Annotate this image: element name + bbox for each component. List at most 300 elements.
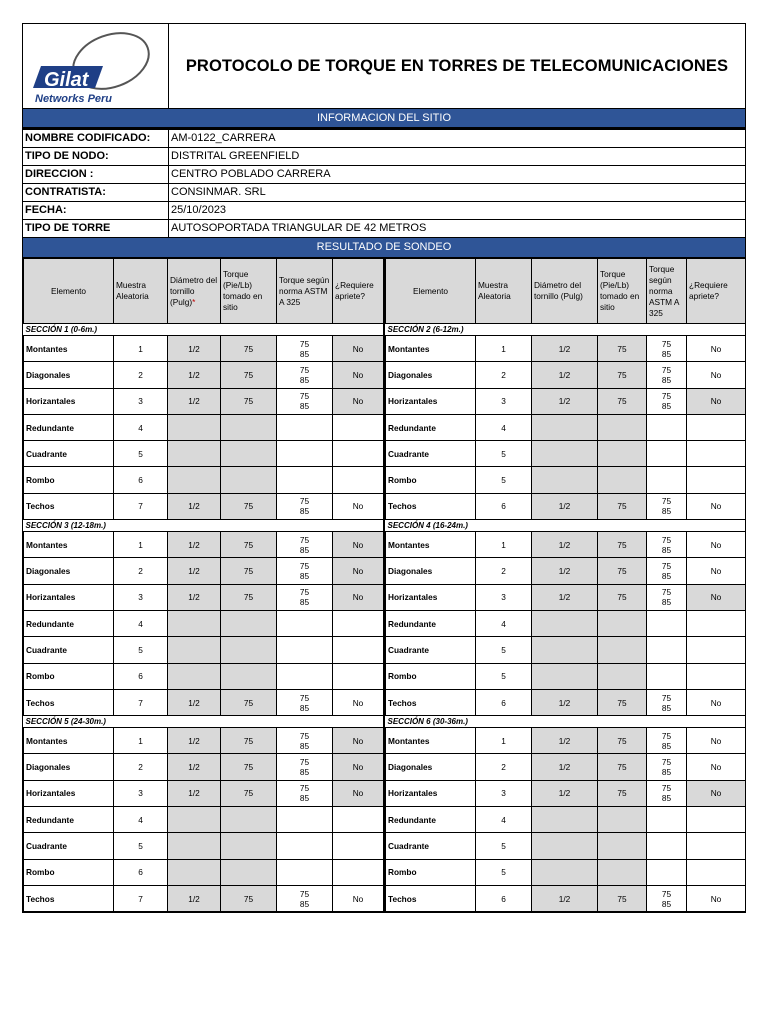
info-label: TIPO DE TORRE	[23, 220, 169, 237]
sample-cell: 4	[114, 610, 168, 636]
torque-site-cell	[221, 859, 277, 885]
col-diametro: Diámetro del tornillo (Pulg)	[532, 259, 598, 324]
torque-site-cell: 75	[598, 584, 647, 610]
requires-tightening-cell	[687, 467, 746, 493]
element-cell: Montantes	[386, 532, 476, 558]
torque-norm-cell	[277, 859, 333, 885]
element-cell: Diagonales	[386, 362, 476, 388]
torque-site-cell: 75	[598, 689, 647, 715]
info-row	[23, 184, 745, 202]
col-muestra: Muestra Aleatoria	[114, 259, 168, 324]
table-row	[24, 663, 384, 689]
element-cell: Cuadrante	[386, 637, 476, 663]
torque-norm-cell: 75 85	[277, 493, 333, 519]
torque-site-cell	[221, 833, 277, 859]
col-diametro: Diámetro del tornillo (Pulg)*	[168, 259, 221, 324]
torque-norm-cell	[277, 807, 333, 833]
torque-norm-cell: 75 85	[277, 689, 333, 715]
diameter-cell: 1/2	[532, 885, 598, 911]
sample-cell: 2	[476, 754, 532, 780]
table-row	[386, 728, 746, 754]
table-header-row	[24, 259, 384, 324]
sample-cell: 6	[114, 859, 168, 885]
diameter-cell: 1/2	[532, 584, 598, 610]
table-row	[386, 689, 746, 715]
torque-norm-cell	[647, 637, 687, 663]
element-cell: Montantes	[386, 336, 476, 362]
element-cell: Cuadrante	[386, 833, 476, 859]
col-requiere: ¿Requiere apriete?	[687, 259, 746, 324]
sample-cell: 2	[476, 558, 532, 584]
table-row	[24, 388, 384, 414]
table-row	[386, 558, 746, 584]
svg-text:Gilat: Gilat	[44, 69, 89, 91]
element-cell: Techos	[24, 493, 114, 519]
diameter-cell: 1/2	[168, 388, 221, 414]
element-cell: Horizantales	[386, 584, 476, 610]
diameter-cell	[168, 833, 221, 859]
requires-tightening-cell	[333, 663, 384, 689]
sample-cell: 2	[114, 558, 168, 584]
element-cell: Techos	[24, 689, 114, 715]
sample-cell: 5	[476, 833, 532, 859]
torque-site-cell	[598, 441, 647, 467]
element-cell: Montantes	[24, 532, 114, 558]
torque-site-cell	[598, 663, 647, 689]
element-cell: Diagonales	[24, 362, 114, 388]
requires-tightening-cell	[687, 610, 746, 636]
torque-site-cell	[598, 467, 647, 493]
table-row	[386, 493, 746, 519]
gilat-logo-icon	[23, 24, 168, 108]
torque-norm-cell	[647, 441, 687, 467]
table-row	[386, 754, 746, 780]
table-row	[386, 414, 746, 440]
requires-tightening-cell	[687, 859, 746, 885]
torque-norm-cell	[277, 663, 333, 689]
torque-norm-cell: 75 85	[647, 584, 687, 610]
torque-site-cell: 75	[221, 689, 277, 715]
diameter-cell: 1/2	[168, 336, 221, 362]
torque-protocol-sheet	[22, 23, 746, 913]
diameter-cell	[168, 637, 221, 663]
torque-site-cell: 75	[598, 493, 647, 519]
torque-norm-cell: 75 85	[647, 493, 687, 519]
torque-site-cell	[598, 414, 647, 440]
element-cell: Rombo	[386, 467, 476, 493]
sample-cell: 6	[476, 689, 532, 715]
element-cell: Diagonales	[24, 558, 114, 584]
torque-site-cell	[221, 663, 277, 689]
requires-tightening-cell: No	[333, 493, 384, 519]
requires-tightening-cell	[333, 637, 384, 663]
table-row	[24, 467, 384, 493]
diameter-cell: 1/2	[532, 558, 598, 584]
sample-cell: 5	[114, 637, 168, 663]
table-row	[24, 807, 384, 833]
table-row	[386, 807, 746, 833]
col-torque-norma: Torque según norma ASTM A 325	[277, 259, 333, 324]
torque-site-cell: 75	[221, 362, 277, 388]
diameter-cell: 1/2	[168, 362, 221, 388]
table-row	[386, 885, 746, 911]
requires-tightening-cell: No	[333, 362, 384, 388]
torque-norm-cell	[277, 637, 333, 663]
torque-site-cell: 75	[221, 493, 277, 519]
torque-norm-cell: 75 85	[647, 885, 687, 911]
sample-cell: 1	[114, 532, 168, 558]
table-row	[24, 414, 384, 440]
torque-norm-cell	[277, 833, 333, 859]
torque-site-cell: 75	[221, 558, 277, 584]
section-row	[24, 324, 384, 336]
diameter-cell	[532, 467, 598, 493]
diameter-cell: 1/2	[532, 388, 598, 414]
section-title: SECCIÓN 2 (6-12m.)	[386, 324, 746, 336]
info-row	[23, 148, 745, 166]
torque-site-cell: 75	[221, 780, 277, 806]
torque-norm-cell: 75 85	[277, 362, 333, 388]
torque-norm-cell: 75 85	[277, 558, 333, 584]
table-row	[24, 584, 384, 610]
section-title: SECCIÓN 6 (30-36m.)	[386, 716, 746, 728]
section-row	[24, 520, 384, 532]
torque-site-cell	[598, 807, 647, 833]
sample-cell: 5	[476, 637, 532, 663]
element-cell: Rombo	[386, 859, 476, 885]
sample-cell: 5	[476, 663, 532, 689]
diameter-cell: 1/2	[532, 336, 598, 362]
info-value: DISTRITAL GREENFIELD	[171, 150, 300, 162]
requires-tightening-cell: No	[687, 336, 746, 362]
table-row	[24, 833, 384, 859]
info-value: CENTRO POBLADO CARRERA	[171, 168, 331, 180]
site-info-table	[22, 128, 746, 238]
diameter-cell	[532, 663, 598, 689]
info-row	[23, 220, 745, 238]
torque-norm-cell	[277, 610, 333, 636]
element-cell: Redundante	[386, 610, 476, 636]
requires-tightening-cell: No	[687, 780, 746, 806]
sample-cell: 7	[114, 689, 168, 715]
table-row	[386, 780, 746, 806]
gilat-logo	[23, 24, 169, 108]
diameter-cell: 1/2	[532, 532, 598, 558]
sample-cell: 1	[476, 532, 532, 558]
sample-cell: 1	[476, 336, 532, 362]
torque-norm-cell	[647, 663, 687, 689]
torque-site-cell: 75	[598, 336, 647, 362]
requires-tightening-cell	[333, 859, 384, 885]
sample-cell: 2	[476, 362, 532, 388]
col-elemento: Elemento	[386, 259, 476, 324]
diameter-cell	[532, 833, 598, 859]
diameter-cell	[532, 610, 598, 636]
requires-tightening-cell: No	[687, 388, 746, 414]
info-label: NOMBRE CODIFICADO:	[23, 130, 169, 147]
table-row	[386, 362, 746, 388]
info-value: AUTOSOPORTADA TRIANGULAR DE 42 METROS	[171, 222, 427, 234]
requires-tightening-cell	[333, 610, 384, 636]
info-row	[23, 128, 745, 148]
table-row	[386, 637, 746, 663]
requires-tightening-cell	[333, 807, 384, 833]
element-cell: Diagonales	[386, 558, 476, 584]
col-torque-sitio: Torque (Pie/Lb) tomado en sitio	[221, 259, 277, 324]
table-row	[24, 610, 384, 636]
info-label: FECHA:	[23, 202, 169, 219]
torque-norm-cell: 75 85	[277, 728, 333, 754]
torque-norm-cell	[277, 414, 333, 440]
sample-cell: 3	[476, 584, 532, 610]
diameter-cell	[168, 610, 221, 636]
table-row	[24, 532, 384, 558]
diameter-cell: 1/2	[168, 728, 221, 754]
table-row	[24, 754, 384, 780]
element-cell: Techos	[24, 885, 114, 911]
requires-tightening-cell: No	[687, 558, 746, 584]
diameter-cell: 1/2	[168, 754, 221, 780]
requires-tightening-cell	[687, 414, 746, 440]
requires-tightening-cell	[333, 441, 384, 467]
element-cell: Redundante	[386, 414, 476, 440]
element-cell: Techos	[386, 493, 476, 519]
torque-site-cell	[598, 859, 647, 885]
results-right-table	[383, 258, 745, 912]
section-title: SECCIÓN 4 (16-24m.)	[386, 520, 746, 532]
torque-norm-cell: 75 85	[277, 532, 333, 558]
torque-site-cell: 75	[598, 532, 647, 558]
torque-site-cell: 75	[221, 388, 277, 414]
sample-cell: 4	[476, 807, 532, 833]
diameter-cell	[168, 807, 221, 833]
table-row	[386, 859, 746, 885]
diameter-cell: 1/2	[532, 689, 598, 715]
requires-tightening-cell: No	[333, 728, 384, 754]
table-row	[386, 532, 746, 558]
torque-norm-cell: 75 85	[647, 689, 687, 715]
requires-tightening-cell: No	[687, 689, 746, 715]
info-value: 25/10/2023	[171, 204, 227, 216]
requires-tightening-cell: No	[687, 728, 746, 754]
element-cell: Montantes	[24, 336, 114, 362]
torque-norm-cell: 75 85	[647, 754, 687, 780]
requires-tightening-cell: No	[333, 584, 384, 610]
col-torque-sitio: Torque (Pie/Lb) tomado en sitio	[598, 259, 647, 324]
requires-tightening-cell	[687, 663, 746, 689]
info-section-title: INFORMACION DEL SITIO	[22, 109, 746, 128]
torque-norm-cell	[647, 833, 687, 859]
sample-cell: 4	[476, 610, 532, 636]
table-row	[24, 885, 384, 911]
element-cell: Techos	[386, 885, 476, 911]
info-label: DIRECCION :	[23, 166, 169, 183]
torque-site-cell	[221, 467, 277, 493]
torque-site-cell: 75	[598, 754, 647, 780]
torque-norm-cell: 75 85	[277, 780, 333, 806]
diameter-cell: 1/2	[168, 584, 221, 610]
table-row	[24, 362, 384, 388]
sample-cell: 5	[476, 441, 532, 467]
diameter-cell: 1/2	[532, 754, 598, 780]
table-row	[386, 663, 746, 689]
element-cell: Diagonales	[24, 754, 114, 780]
element-cell: Horizantales	[386, 780, 476, 806]
diameter-cell: 1/2	[168, 689, 221, 715]
requires-tightening-cell: No	[687, 885, 746, 911]
diameter-cell	[532, 807, 598, 833]
table-row	[386, 467, 746, 493]
table-row	[386, 833, 746, 859]
torque-norm-cell: 75 85	[647, 728, 687, 754]
section-title: SECCIÓN 5 (24-30m.)	[24, 716, 384, 728]
diameter-cell: 1/2	[532, 493, 598, 519]
requires-tightening-cell: No	[333, 885, 384, 911]
diameter-cell: 1/2	[532, 780, 598, 806]
sample-cell: 1	[114, 336, 168, 362]
table-row	[386, 610, 746, 636]
requires-tightening-cell: No	[333, 388, 384, 414]
torque-site-cell	[221, 637, 277, 663]
torque-norm-cell: 75 85	[277, 336, 333, 362]
diameter-cell: 1/2	[168, 493, 221, 519]
torque-norm-cell: 75 85	[647, 558, 687, 584]
diameter-cell: 1/2	[168, 532, 221, 558]
torque-site-cell: 75	[221, 885, 277, 911]
element-cell: Horizantales	[24, 584, 114, 610]
sample-cell: 1	[114, 728, 168, 754]
torque-site-cell: 75	[221, 754, 277, 780]
table-row	[24, 728, 384, 754]
torque-site-cell	[598, 637, 647, 663]
table-row	[24, 336, 384, 362]
requires-tightening-cell	[687, 807, 746, 833]
document-header	[22, 23, 746, 109]
sample-cell: 3	[114, 388, 168, 414]
requires-tightening-cell: No	[333, 558, 384, 584]
diameter-cell	[168, 414, 221, 440]
diameter-cell	[168, 663, 221, 689]
element-cell: Cuadrante	[386, 441, 476, 467]
info-label: TIPO DE NODO:	[23, 148, 169, 165]
requires-tightening-cell: No	[687, 754, 746, 780]
requires-tightening-cell	[687, 833, 746, 859]
element-cell: Redundante	[24, 807, 114, 833]
results-left-table	[23, 258, 383, 912]
element-cell: Rombo	[24, 663, 114, 689]
diameter-cell: 1/2	[168, 780, 221, 806]
torque-site-cell	[221, 807, 277, 833]
sample-cell: 4	[476, 414, 532, 440]
torque-norm-cell	[647, 859, 687, 885]
torque-site-cell: 75	[598, 728, 647, 754]
diameter-cell: 1/2	[532, 362, 598, 388]
sample-cell: 3	[114, 780, 168, 806]
diameter-cell	[532, 414, 598, 440]
torque-site-cell	[221, 414, 277, 440]
col-muestra: Muestra Aleatoria	[476, 259, 532, 324]
torque-site-cell: 75	[598, 885, 647, 911]
diameter-cell	[168, 467, 221, 493]
sample-cell: 4	[114, 414, 168, 440]
info-value: AM-0122_CARRERA	[171, 132, 276, 144]
requires-tightening-cell: No	[687, 532, 746, 558]
element-cell: Montantes	[386, 728, 476, 754]
torque-norm-cell: 75 85	[647, 780, 687, 806]
requires-tightening-cell: No	[687, 493, 746, 519]
torque-site-cell	[221, 610, 277, 636]
torque-site-cell	[598, 610, 647, 636]
requires-tightening-cell	[333, 414, 384, 440]
element-cell: Cuadrante	[24, 441, 114, 467]
sample-cell: 5	[114, 441, 168, 467]
sample-cell: 6	[114, 467, 168, 493]
sample-cell: 7	[114, 885, 168, 911]
sample-cell: 3	[476, 388, 532, 414]
col-torque-norma: Torque según norma ASTM A 325	[647, 259, 687, 324]
diameter-cell	[168, 441, 221, 467]
svg-text:Networks Peru: Networks Peru	[35, 93, 113, 105]
table-row	[24, 493, 384, 519]
diameter-cell: 1/2	[532, 728, 598, 754]
info-value: CONSINMAR. SRL	[171, 186, 266, 198]
element-cell: Rombo	[24, 859, 114, 885]
torque-site-cell: 75	[598, 558, 647, 584]
table-row	[386, 336, 746, 362]
sample-cell: 4	[114, 807, 168, 833]
element-cell: Techos	[386, 689, 476, 715]
torque-norm-cell	[647, 467, 687, 493]
table-header-row	[386, 259, 746, 324]
element-cell: Rombo	[24, 467, 114, 493]
section-row	[24, 716, 384, 728]
section-row	[386, 324, 746, 336]
element-cell: Diagonales	[386, 754, 476, 780]
sample-cell: 6	[476, 493, 532, 519]
element-cell: Cuadrante	[24, 833, 114, 859]
sample-cell: 5	[476, 859, 532, 885]
element-cell: Horizantales	[386, 388, 476, 414]
sample-cell: 3	[476, 780, 532, 806]
requires-tightening-cell: No	[333, 754, 384, 780]
diameter-cell	[532, 637, 598, 663]
col-requiere: ¿Requiere apriete?	[333, 259, 384, 324]
element-cell: Redundante	[24, 414, 114, 440]
diameter-cell	[532, 441, 598, 467]
element-cell: Redundante	[386, 807, 476, 833]
torque-site-cell: 75	[221, 532, 277, 558]
torque-norm-cell	[277, 441, 333, 467]
torque-norm-cell: 75 85	[277, 754, 333, 780]
diameter-cell: 1/2	[168, 885, 221, 911]
sample-cell: 3	[114, 584, 168, 610]
torque-norm-cell	[647, 610, 687, 636]
sample-cell: 7	[114, 493, 168, 519]
requires-tightening-cell: No	[687, 362, 746, 388]
torque-norm-cell: 75 85	[647, 532, 687, 558]
sample-cell: 6	[476, 885, 532, 911]
table-row	[386, 584, 746, 610]
col-elemento: Elemento	[24, 259, 114, 324]
section-row	[386, 520, 746, 532]
torque-norm-cell: 75 85	[277, 584, 333, 610]
torque-norm-cell: 75 85	[647, 362, 687, 388]
table-row	[24, 558, 384, 584]
sample-cell: 2	[114, 362, 168, 388]
results-section-title: RESULTADO DE SONDEO	[22, 238, 746, 258]
sample-cell: 2	[114, 754, 168, 780]
torque-site-cell: 75	[598, 362, 647, 388]
